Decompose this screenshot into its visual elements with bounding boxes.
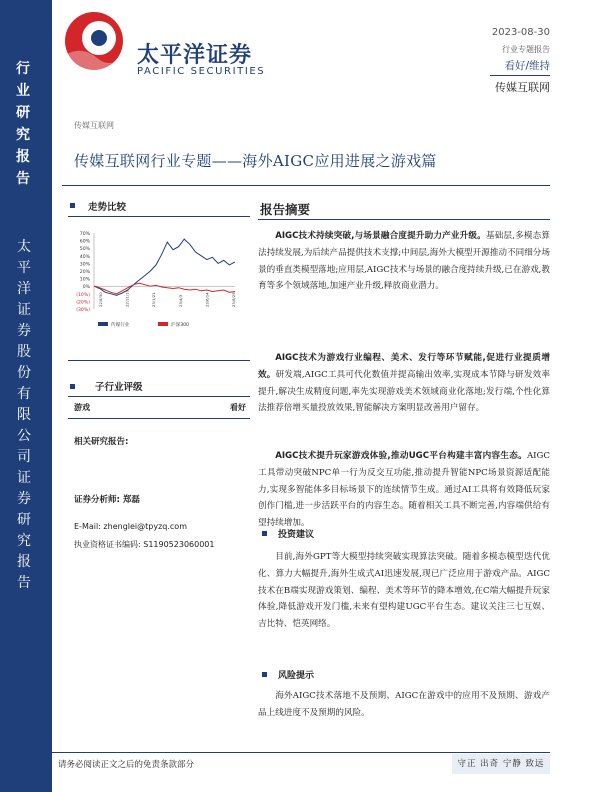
trend-heading: 走势比较 (88, 202, 127, 213)
bullet-square (70, 384, 75, 389)
footer-divider (52, 752, 550, 753)
legend-swatch (158, 322, 168, 326)
paragraph-1-lead: AIGC技术持续突破,与场景融合度提升助力产业升级。 (275, 231, 486, 241)
bullet-square (262, 672, 267, 677)
x-tick-label: 23/4/3 (177, 294, 183, 307)
paragraph-2-lead: AIGC技术为游戏行业编程、美术、发行等环节赋能,促进行业提质增效。 (258, 353, 550, 380)
x-tick-label: 23/1/21 (151, 292, 157, 307)
legend-label: 传媒行业 (111, 323, 130, 328)
brand-name-cn: 太平洋证券 (137, 43, 253, 68)
summary-heading: 报告摘要 (260, 202, 311, 217)
y-tick-label: 0% (82, 285, 90, 291)
trend-divider (68, 216, 250, 217)
footer-disclaimer: 请务必阅读正文之后的免责条款部分 (58, 760, 195, 770)
paragraph-2-body: 研发端,AIGC工具可代化数值并提高输出效率,实现成本节降与研发效率提升,解决生成精度问题,率先实现游戏美术领域商业化落地;发行端,个性化算法推荐倍增买量投放效果,智能解决方案明显改善用户留存。 (258, 369, 550, 414)
sub-rating-divider (68, 396, 250, 397)
summary-paragraph-3 (258, 448, 550, 532)
y-tick-label: 40% (79, 254, 90, 260)
invest-paragraph: 目前,海外GPT等大模型持续突破实现算法突破。随着多模态模型迭代优化、算力大幅提升,海外生成式AI迅速发展,现已广泛应用于游戏产品。AIGC技术在B端实现游戏策划、编程、美术等环节的降本增效,在C端大幅提升玩家体验,降低游戏开发门槛,未来有望构建UGC平台生态。建议关注三七互娱、吉比特、恺英网络。 (258, 552, 550, 630)
x-tick-label: 22/8/30 (98, 292, 103, 307)
summary-divider (258, 219, 550, 220)
risk-paragraph: 海外AIGC技术落地不及预期、AIGC在游戏中的应用不及预期、游戏产品上线进度不及预期的风险。 (258, 691, 550, 718)
sidebar-company-label: 太平洋证券股份有限公司证券研究报告 (17, 239, 31, 591)
footer-motto: 守正 出奇 宁静 致远 (452, 754, 550, 774)
sidebar (0, 0, 52, 792)
y-tick-label: 20% (79, 270, 90, 275)
sub-industry-rating: 看好 (230, 403, 246, 412)
report-date: 2023-08-30 (491, 27, 550, 38)
x-tick-label: 23/6/14 (204, 292, 210, 307)
industry-name: 传媒互联网 (495, 81, 550, 94)
analyst-name: 证券分析师: 郑磊 (74, 495, 140, 505)
y-tick-label: (30%) (76, 308, 90, 313)
trend-chart (70, 225, 250, 335)
series-line (94, 283, 235, 294)
bullet-square (262, 531, 267, 536)
title-divider (62, 185, 550, 186)
x-tick-label: 23/8/25 (231, 292, 236, 307)
breadcrumb: 传媒互联网 (74, 121, 114, 130)
y-tick-label: 60% (79, 239, 90, 245)
analyst-email: E-Mail: zhenglei@tpyzq.com (74, 522, 187, 531)
page-title: 传媒互联网行业专题——海外AIGC应用进展之游戏篇 (74, 152, 437, 170)
paragraph-1-body: 基础层,多模态算法持续发展,为后续产品提供技术支撑;中间层,海外大模型开源推动不同细分场景的垂直类模型落地;应用层,AIGC技术与场景的融合度持续升级,已在游戏,教育等多个领域落地,加速产业升级,释放商业潜力。 (258, 231, 551, 292)
sub-industry-name: 游戏 (74, 403, 90, 412)
report-type: 行业专题报告 (502, 45, 550, 54)
paragraph-3-body: AIGC工具带动突破NPC单一行为反交互功能,推动提升智能NPC场景资源适配能力,实现多智能体多目标场景下的连续情节生成。通过AI工具将有效降低玩家创作门槛,进一步活跃平台的内容生态。随着相关工具不断完善,内容端供给有望持续增加。 (258, 451, 550, 529)
analyst-license: 执业资格证书编码: S1190523060001 (74, 540, 215, 549)
company-logo (63, 10, 125, 72)
chart-bottom-divider (68, 360, 250, 361)
y-tick-label: 70% (79, 232, 90, 237)
y-tick-label: (20%) (76, 300, 90, 306)
sub-rating-row (74, 402, 250, 413)
risk-heading: 风险提示 (278, 671, 315, 681)
bullet-square (70, 203, 75, 208)
brand-name-en: PACIFIC SECURITIES (137, 66, 266, 77)
y-tick-label: 10% (79, 277, 90, 283)
sidebar-report-category: 行业研究报告 (16, 61, 30, 187)
industry-rating: 看好/维持 (504, 60, 550, 72)
y-tick-label: 50% (79, 247, 90, 253)
y-tick-label: (10%) (76, 292, 90, 298)
summary-paragraph-2 (258, 350, 550, 417)
sub-rating-heading: 子行业评级 (95, 382, 143, 393)
invest-heading: 投资建议 (278, 530, 315, 540)
legend-label: 沪深300 (171, 323, 189, 328)
sub-rating-bottom-divider (68, 418, 250, 419)
summary-paragraph-1 (258, 228, 550, 295)
legend-swatch (98, 322, 108, 326)
header-divider (490, 75, 550, 76)
related-reports-heading: 相关研究报告: (74, 437, 129, 447)
paragraph-3-lead: AIGC技术提升玩家游戏体验,推动UGC平台构建丰富内容生态。 (275, 451, 527, 461)
x-tick-label: 22/11/10 (124, 289, 130, 307)
y-tick-label: 30% (79, 262, 90, 268)
